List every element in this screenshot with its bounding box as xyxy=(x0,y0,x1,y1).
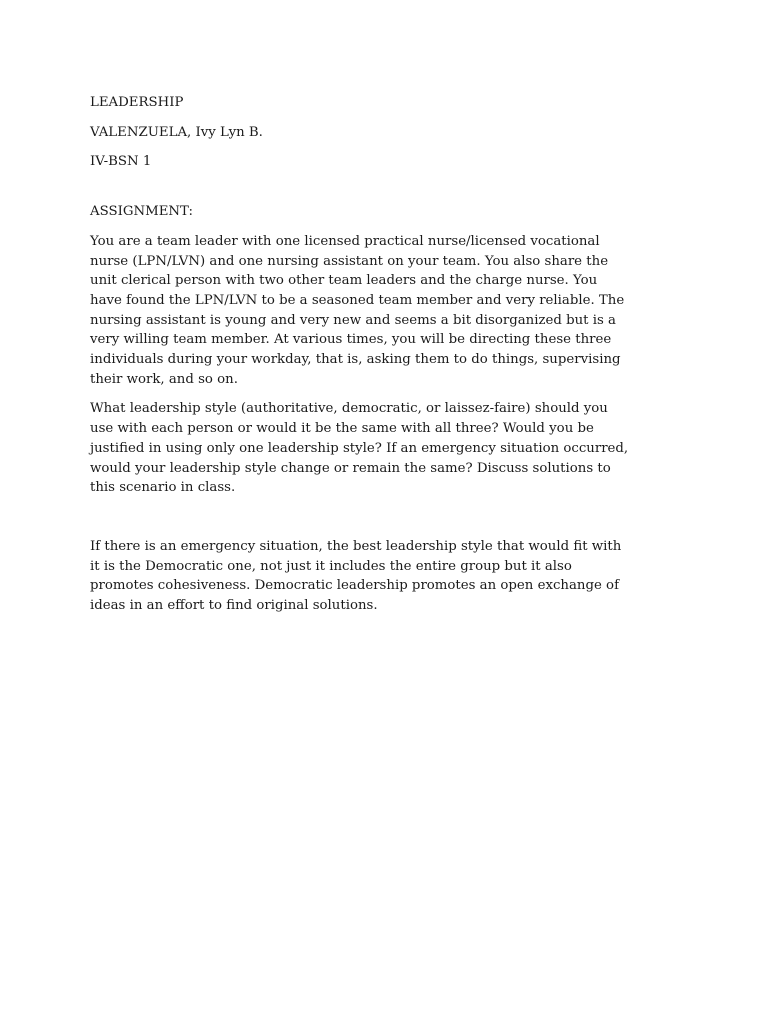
section-label: IV-BSN 1 xyxy=(90,154,152,170)
paragraph-line: If there is an emergency situation, the best leadership style that would fit with xyxy=(90,538,622,554)
paragraph-line: this scenario in class. xyxy=(90,480,236,496)
scenario-paragraph xyxy=(90,232,686,390)
paragraph-line: promotes cohesiveness. Democratic leadership promotes an open exchange of xyxy=(90,578,619,594)
paragraph-line: You are a team leader with one licensed practical nurse/licensed vocational xyxy=(90,233,600,249)
paragraph-line: individuals during your workday, that is, asking them to do things, supervising xyxy=(90,352,621,368)
paragraph-line: very willing team member. At various times, you will be directing these three xyxy=(90,332,612,348)
paragraph-line: it is the Democratic one, not just it includes the entire group but it also xyxy=(90,558,572,574)
paragraph-line: their work, and so on. xyxy=(90,371,238,387)
paragraph-line: ideas in an effort to find original solutions. xyxy=(90,598,378,614)
paragraph-line: nurse (LPN/LVN) and one nursing assistant on your team. You also share the xyxy=(90,253,609,269)
assignment-label: ASSIGNMENT: xyxy=(90,204,193,220)
paragraph-line: nursing assistant is young and very new and seems a bit disorganized but is a xyxy=(90,312,616,328)
paragraph-line: justified in using only one leadership style? If an emergency situation occurred, xyxy=(90,440,629,456)
paragraph-line: What leadership style (authoritative, democratic, or laissez-faire) should you xyxy=(90,401,608,417)
paragraph-line: unit clerical person with two other team leaders and the charge nurse. You xyxy=(90,273,598,289)
question-paragraph xyxy=(90,399,686,498)
paragraph-line: use with each person or would it be the same with all three? Would you be xyxy=(90,421,594,437)
answer-paragraph xyxy=(90,537,686,616)
paragraph-line: would your leadership style change or remain the same? Discuss solutions to xyxy=(90,460,611,476)
subject-heading: LEADERSHIP xyxy=(90,95,184,110)
document-page xyxy=(90,93,686,616)
student-name: VALENZUELA, Ivy Lyn B. xyxy=(90,124,263,140)
paragraph-line: have found the LPN/LVN to be a seasoned team member and very reliable. The xyxy=(90,292,625,308)
